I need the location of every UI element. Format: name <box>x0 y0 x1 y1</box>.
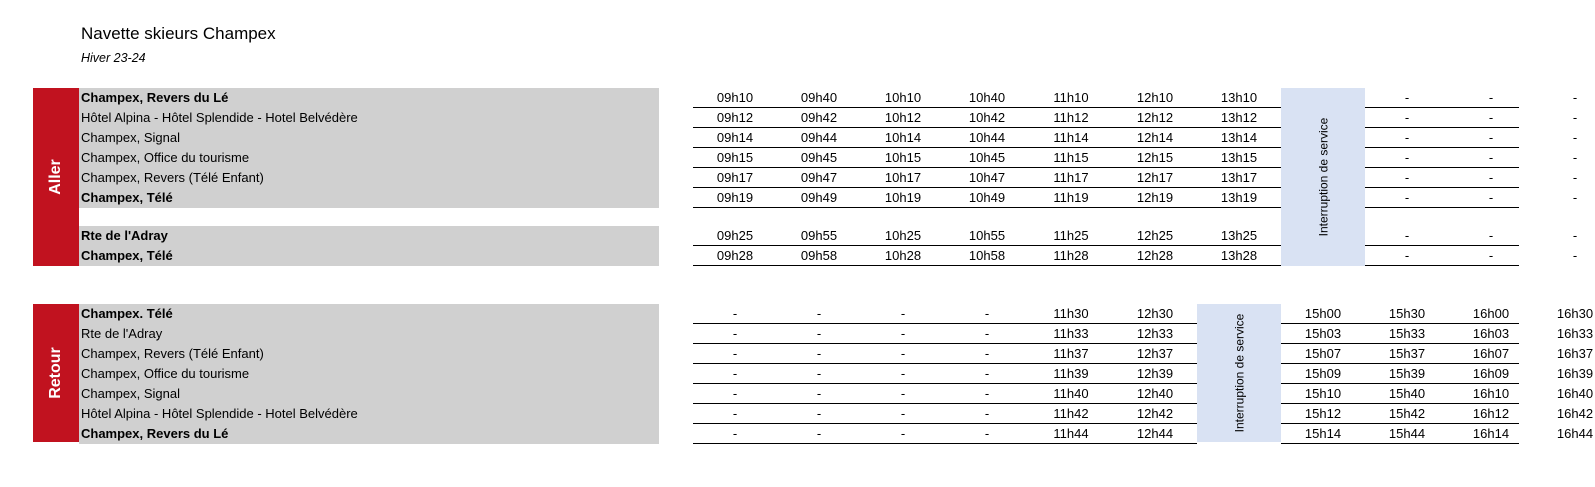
stop-name: Champex, Signal <box>79 384 659 404</box>
time-cell: 09h14 <box>716 130 754 145</box>
time-cell: 09h45 <box>800 150 838 165</box>
interruption-label: Interruption de service <box>1316 117 1331 237</box>
table-row <box>79 304 1594 324</box>
time-cell: 11h44 <box>1053 426 1089 441</box>
page-title: Navette skieurs Champex <box>81 24 276 43</box>
time-cell: - <box>1572 150 1578 165</box>
table-row <box>79 226 1578 246</box>
time-cell: 10h45 <box>968 150 1006 165</box>
time-cell: - <box>984 406 990 421</box>
table-row <box>79 188 1578 208</box>
time-cell: - <box>1572 228 1578 243</box>
time-cell: - <box>1488 90 1494 105</box>
time-cell: 09h15 <box>716 150 754 165</box>
time-cell: 11h28 <box>1053 248 1089 263</box>
time-cell: 11h30 <box>1053 306 1089 321</box>
interruption-label: Interruption de service <box>1232 313 1247 433</box>
time-cell: 15h09 <box>1304 366 1342 381</box>
stop-name: Hôtel Alpina - Hôtel Splendide - Hotel Belvédère <box>79 108 659 128</box>
time-cell: 09h49 <box>800 190 838 205</box>
time-cell: - <box>1404 150 1410 165</box>
table-row <box>79 88 1578 108</box>
page-subtitle: Hiver 23-24 <box>81 51 146 65</box>
time-cell: 10h25 <box>884 228 922 243</box>
time-cell: 12h30 <box>1136 306 1174 321</box>
time-cell: - <box>984 426 990 441</box>
time-cell: 11h10 <box>1053 90 1089 105</box>
time-cell: - <box>1488 170 1494 185</box>
time-cell: 09h25 <box>716 228 754 243</box>
time-cell: 09h47 <box>800 170 838 185</box>
time-cell: 10h17 <box>884 170 922 185</box>
time-cell: 11h17 <box>1053 170 1089 185</box>
time-cell: - <box>1572 90 1578 105</box>
table-row <box>79 424 1594 444</box>
time-cell: 13h19 <box>1220 190 1258 205</box>
time-cell: - <box>1404 90 1410 105</box>
time-cell: 11h33 <box>1053 326 1089 341</box>
time-cell: 15h42 <box>1388 406 1426 421</box>
time-cell: 09h55 <box>800 228 838 243</box>
time-cell: 11h40 <box>1053 386 1089 401</box>
table-row <box>79 128 1578 148</box>
time-cell: 16h39 <box>1556 366 1594 381</box>
time-cell: 11h37 <box>1053 346 1089 361</box>
table-row <box>79 324 1594 344</box>
time-cell: - <box>984 366 990 381</box>
time-cell: 15h10 <box>1304 386 1342 401</box>
time-cell: 11h12 <box>1053 110 1089 125</box>
time-cell: 09h10 <box>716 90 754 105</box>
time-cell: 09h19 <box>716 190 754 205</box>
time-cell: 09h44 <box>800 130 838 145</box>
time-cell: - <box>1488 130 1494 145</box>
time-cell: - <box>732 426 738 441</box>
time-cell: 15h40 <box>1388 386 1426 401</box>
time-cell: 16h03 <box>1472 326 1510 341</box>
time-cell: 15h30 <box>1388 306 1426 321</box>
time-cell: - <box>1572 130 1578 145</box>
time-cell: 16h30 <box>1556 306 1594 321</box>
time-cell: 13h25 <box>1220 228 1258 243</box>
time-cell: - <box>1404 130 1410 145</box>
time-cell: - <box>732 406 738 421</box>
time-cell: 16h00 <box>1472 306 1510 321</box>
stop-name: Champex, Revers du Lé <box>79 424 659 444</box>
time-cell: 16h14 <box>1472 426 1510 441</box>
time-cell: 12h37 <box>1136 346 1174 361</box>
time-cell: - <box>1404 170 1410 185</box>
time-cell: 12h19 <box>1136 190 1174 205</box>
section-label-text: Aller <box>46 159 64 195</box>
time-cell: - <box>1488 248 1494 263</box>
time-cell: 10h40 <box>968 90 1006 105</box>
time-cell: - <box>816 326 822 341</box>
time-cell: - <box>900 406 906 421</box>
time-cell: - <box>732 306 738 321</box>
time-cell: - <box>732 366 738 381</box>
time-cell: 13h17 <box>1220 170 1258 185</box>
time-cell: 11h42 <box>1053 406 1089 421</box>
table-row <box>79 404 1594 424</box>
time-cell: - <box>1404 190 1410 205</box>
time-cell: 11h25 <box>1053 228 1089 243</box>
time-cell: - <box>816 406 822 421</box>
time-cell: 15h39 <box>1388 366 1426 381</box>
table-row <box>79 168 1578 188</box>
table-row <box>79 384 1594 404</box>
time-cell: 15h37 <box>1388 346 1426 361</box>
time-cell: 10h58 <box>968 248 1006 263</box>
time-cell: 10h19 <box>884 190 922 205</box>
time-cell: 12h28 <box>1136 248 1174 263</box>
time-cell: 15h00 <box>1304 306 1342 321</box>
table-row <box>79 364 1594 384</box>
time-cell: - <box>1488 228 1494 243</box>
time-cell: - <box>1404 228 1410 243</box>
time-cell: 09h28 <box>716 248 754 263</box>
time-cell: - <box>984 386 990 401</box>
stop-name: Champex, Télé <box>79 188 659 208</box>
time-cell: - <box>984 306 990 321</box>
table-row <box>79 344 1594 364</box>
time-cell: 12h44 <box>1136 426 1174 441</box>
time-cell: 13h28 <box>1220 248 1258 263</box>
section-aller <box>33 88 1578 266</box>
time-cell: - <box>816 306 822 321</box>
time-cell: - <box>816 366 822 381</box>
time-cell: 09h42 <box>800 110 838 125</box>
time-cell: 16h07 <box>1472 346 1510 361</box>
time-cell: - <box>1404 248 1410 263</box>
time-cell: 15h03 <box>1304 326 1342 341</box>
time-cell: 16h33 <box>1556 326 1594 341</box>
time-cell: 09h40 <box>800 90 838 105</box>
time-cell: 12h15 <box>1136 150 1174 165</box>
time-cell: 10h49 <box>968 190 1006 205</box>
time-cell: - <box>816 386 822 401</box>
time-cell: - <box>900 346 906 361</box>
stop-name: Champex, Signal <box>79 128 659 148</box>
time-cell: 10h10 <box>884 90 922 105</box>
time-cell: 16h37 <box>1556 346 1594 361</box>
time-cell: 16h10 <box>1472 386 1510 401</box>
time-cell: 12h14 <box>1136 130 1174 145</box>
time-cell: - <box>1572 110 1578 125</box>
time-cell: - <box>900 366 906 381</box>
time-cell: 13h12 <box>1220 110 1258 125</box>
stop-name: Champex. Télé <box>79 304 659 324</box>
time-cell: - <box>900 326 906 341</box>
time-cell: 11h19 <box>1053 190 1089 205</box>
time-cell: 12h12 <box>1136 110 1174 125</box>
time-cell: - <box>900 306 906 321</box>
time-cell: 16h40 <box>1556 386 1594 401</box>
time-cell: 10h12 <box>884 110 922 125</box>
stop-name: Champex, Office du tourisme <box>79 148 659 168</box>
time-cell: - <box>1572 170 1578 185</box>
time-cell: - <box>1488 150 1494 165</box>
time-cell: 12h25 <box>1136 228 1174 243</box>
time-cell: - <box>900 386 906 401</box>
time-cell: 09h58 <box>800 248 838 263</box>
time-cell: 12h33 <box>1136 326 1174 341</box>
time-cell: 12h39 <box>1136 366 1174 381</box>
time-cell: 16h44 <box>1556 426 1594 441</box>
time-cell: 11h15 <box>1053 150 1089 165</box>
time-cell: 10h55 <box>968 228 1006 243</box>
time-cell: - <box>732 326 738 341</box>
time-cell: 13h10 <box>1220 90 1258 105</box>
section-label-text: Retour <box>47 347 64 399</box>
table-row <box>79 148 1578 168</box>
table-row <box>79 108 1578 128</box>
time-cell: 10h42 <box>968 110 1006 125</box>
time-cell: 12h42 <box>1136 406 1174 421</box>
time-cell: 16h42 <box>1556 406 1594 421</box>
stop-name: Champex, Revers (Télé Enfant) <box>79 344 659 364</box>
stop-name: Champex, Office du tourisme <box>79 364 659 384</box>
time-cell: 13h14 <box>1220 130 1258 145</box>
time-cell: 13h15 <box>1220 150 1258 165</box>
time-cell: 10h15 <box>884 150 922 165</box>
time-cell: - <box>816 426 822 441</box>
time-cell: 10h28 <box>884 248 922 263</box>
time-cell: - <box>900 426 906 441</box>
time-cell: 15h14 <box>1304 426 1342 441</box>
stop-name: Rte de l'Adray <box>79 226 659 246</box>
stop-name: Champex, Revers du Lé <box>79 88 659 108</box>
time-cell: 11h39 <box>1053 366 1089 381</box>
stop-name: Champex, Télé <box>79 246 659 266</box>
time-cell: 11h14 <box>1053 130 1089 145</box>
stop-name: Champex, Revers (Télé Enfant) <box>79 168 659 188</box>
stop-name: Hôtel Alpina - Hôtel Splendide - Hotel Belvédère <box>79 404 659 424</box>
time-cell: - <box>1572 248 1578 263</box>
time-cell: 09h17 <box>716 170 754 185</box>
time-cell: - <box>816 346 822 361</box>
time-cell: 16h12 <box>1472 406 1510 421</box>
time-cell: 15h44 <box>1388 426 1426 441</box>
time-cell: 12h10 <box>1136 90 1174 105</box>
time-cell: - <box>984 326 990 341</box>
time-cell: 15h12 <box>1304 406 1342 421</box>
time-cell: - <box>1488 190 1494 205</box>
table-row <box>79 246 1578 266</box>
time-cell: - <box>1488 110 1494 125</box>
time-cell: 09h12 <box>716 110 754 125</box>
section-label <box>33 88 79 266</box>
stop-name: Rte de l'Adray <box>79 324 659 344</box>
time-cell: 10h44 <box>968 130 1006 145</box>
section-retour <box>33 304 1594 442</box>
time-cell: 12h40 <box>1136 386 1174 401</box>
time-cell: - <box>984 346 990 361</box>
time-cell: 15h33 <box>1388 326 1426 341</box>
time-cell: - <box>732 386 738 401</box>
time-cell: - <box>1404 110 1410 125</box>
time-cell: 16h09 <box>1472 366 1510 381</box>
time-cell: - <box>732 346 738 361</box>
section-label <box>33 304 79 442</box>
time-cell: 12h17 <box>1136 170 1174 185</box>
time-cell: 10h14 <box>884 130 922 145</box>
time-cell: 10h47 <box>968 170 1006 185</box>
time-cell: 15h07 <box>1304 346 1342 361</box>
time-cell: - <box>1572 190 1578 205</box>
